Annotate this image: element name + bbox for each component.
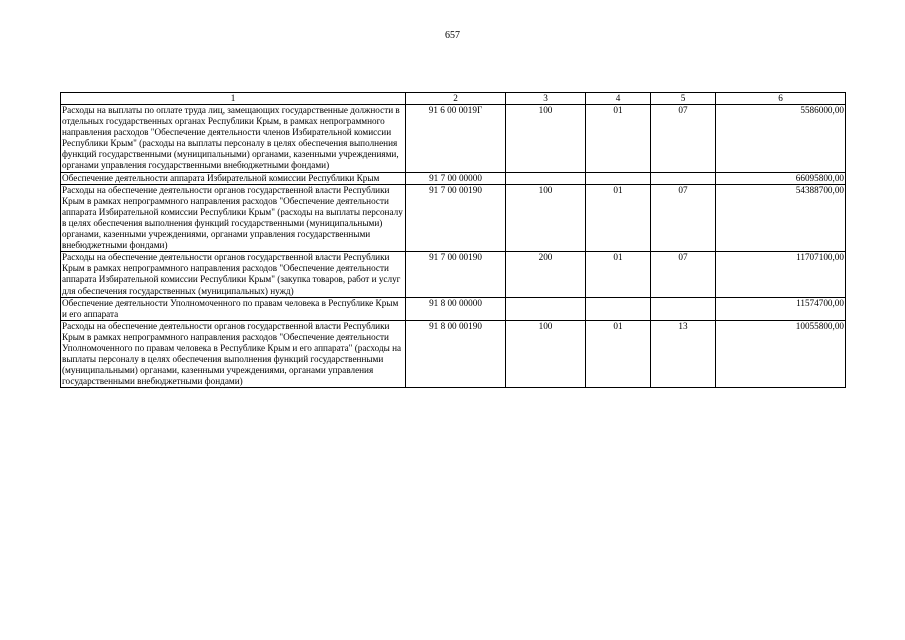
expense-type-code: 100 [506,320,586,388]
expense-type-code [506,297,586,320]
section-code: 01 [586,320,651,388]
budget-code: 91 7 00 00000 [406,172,506,184]
column-header: 3 [506,93,586,105]
amount: 54388700,00 [716,184,846,252]
budget-code: 91 8 00 00190 [406,320,506,388]
subsection-code [651,297,716,320]
budget-code: 91 6 00 0019Г [406,105,506,173]
table-row [61,320,846,388]
subsection-code: 07 [651,184,716,252]
amount: 11707100,00 [716,252,846,297]
table-row [61,172,846,184]
column-header: 4 [586,93,651,105]
amount: 11574700,00 [716,297,846,320]
column-header: 1 [61,93,406,105]
section-code [586,172,651,184]
amount: 10055800,00 [716,320,846,388]
subsection-code: 13 [651,320,716,388]
expense-name: Расходы на обеспечение деятельности органов государственной власти Республики Крым в рамках непрограммного направления расходов "Обеспечение деятельности аппарата Избирательной комиссии Республики Крым" (закупка товаров, работ и услуг для обеспечения государственных (муниципальных) нужд) [61,252,406,297]
table-header-row [61,93,846,105]
table-row [61,184,846,252]
amount: 66095800,00 [716,172,846,184]
expense-type-code: 100 [506,184,586,252]
subsection-code: 07 [651,105,716,173]
budget-table [60,92,846,388]
column-header: 5 [651,93,716,105]
amount: 5586000,00 [716,105,846,173]
section-code [586,297,651,320]
section-code: 01 [586,105,651,173]
section-code: 01 [586,252,651,297]
budget-code: 91 7 00 00190 [406,252,506,297]
expense-type-code: 100 [506,105,586,173]
expense-name: Обеспечение деятельности аппарата Избирательной комиссии Республики Крым [61,172,406,184]
table-row [61,105,846,173]
expense-name: Расходы на выплаты по оплате труда лиц, замещающих государственные должности в отдельных государственных органах Республики Крым, в рамках непрограммного направления расходов "Обеспечение деятельности членов Избирательной комиссии Республики Крым" (расходы на выплаты персоналу в целях обеспечения выполнения функций государственными (муниципальными) органами, казенными учреждениями, органами управления государственными внебюджетными фондами) [61,105,406,173]
table-row [61,252,846,297]
section-code: 01 [586,184,651,252]
expense-name: Расходы на обеспечение деятельности органов государственной власти Республики Крым в рамках непрограммного направления расходов "Обеспечение деятельности Уполномоченного по правам человека в Республике Крым и его аппарата" (расходы на выплаты персоналу в целях обеспечения выполнения функций государственными (муниципальными) органами, казенными учреждениями, органами управления государственными внебюджетными фондами) [61,320,406,388]
expense-type-code [506,172,586,184]
budget-code: 91 8 00 00000 [406,297,506,320]
expense-name: Расходы на обеспечение деятельности органов государственной власти Республики Крым в рамках непрограммного направления расходов "Обеспечение деятельности аппарата Избирательной комиссии Республики Крым" (расходы на выплаты персоналу в целях обеспечения выполнения функций государственными (муниципальными) органами, казенными учреждениями, органами управления государственными внебюджетными фондами) [61,184,406,252]
subsection-code: 07 [651,252,716,297]
expense-type-code: 200 [506,252,586,297]
table-row [61,297,846,320]
column-header: 2 [406,93,506,105]
expense-name: Обеспечение деятельности Уполномоченного по правам человека в Республике Крым и его аппарата [61,297,406,320]
column-header: 6 [716,93,846,105]
budget-code: 91 7 00 00190 [406,184,506,252]
page-number: 657 [445,30,460,41]
subsection-code [651,172,716,184]
